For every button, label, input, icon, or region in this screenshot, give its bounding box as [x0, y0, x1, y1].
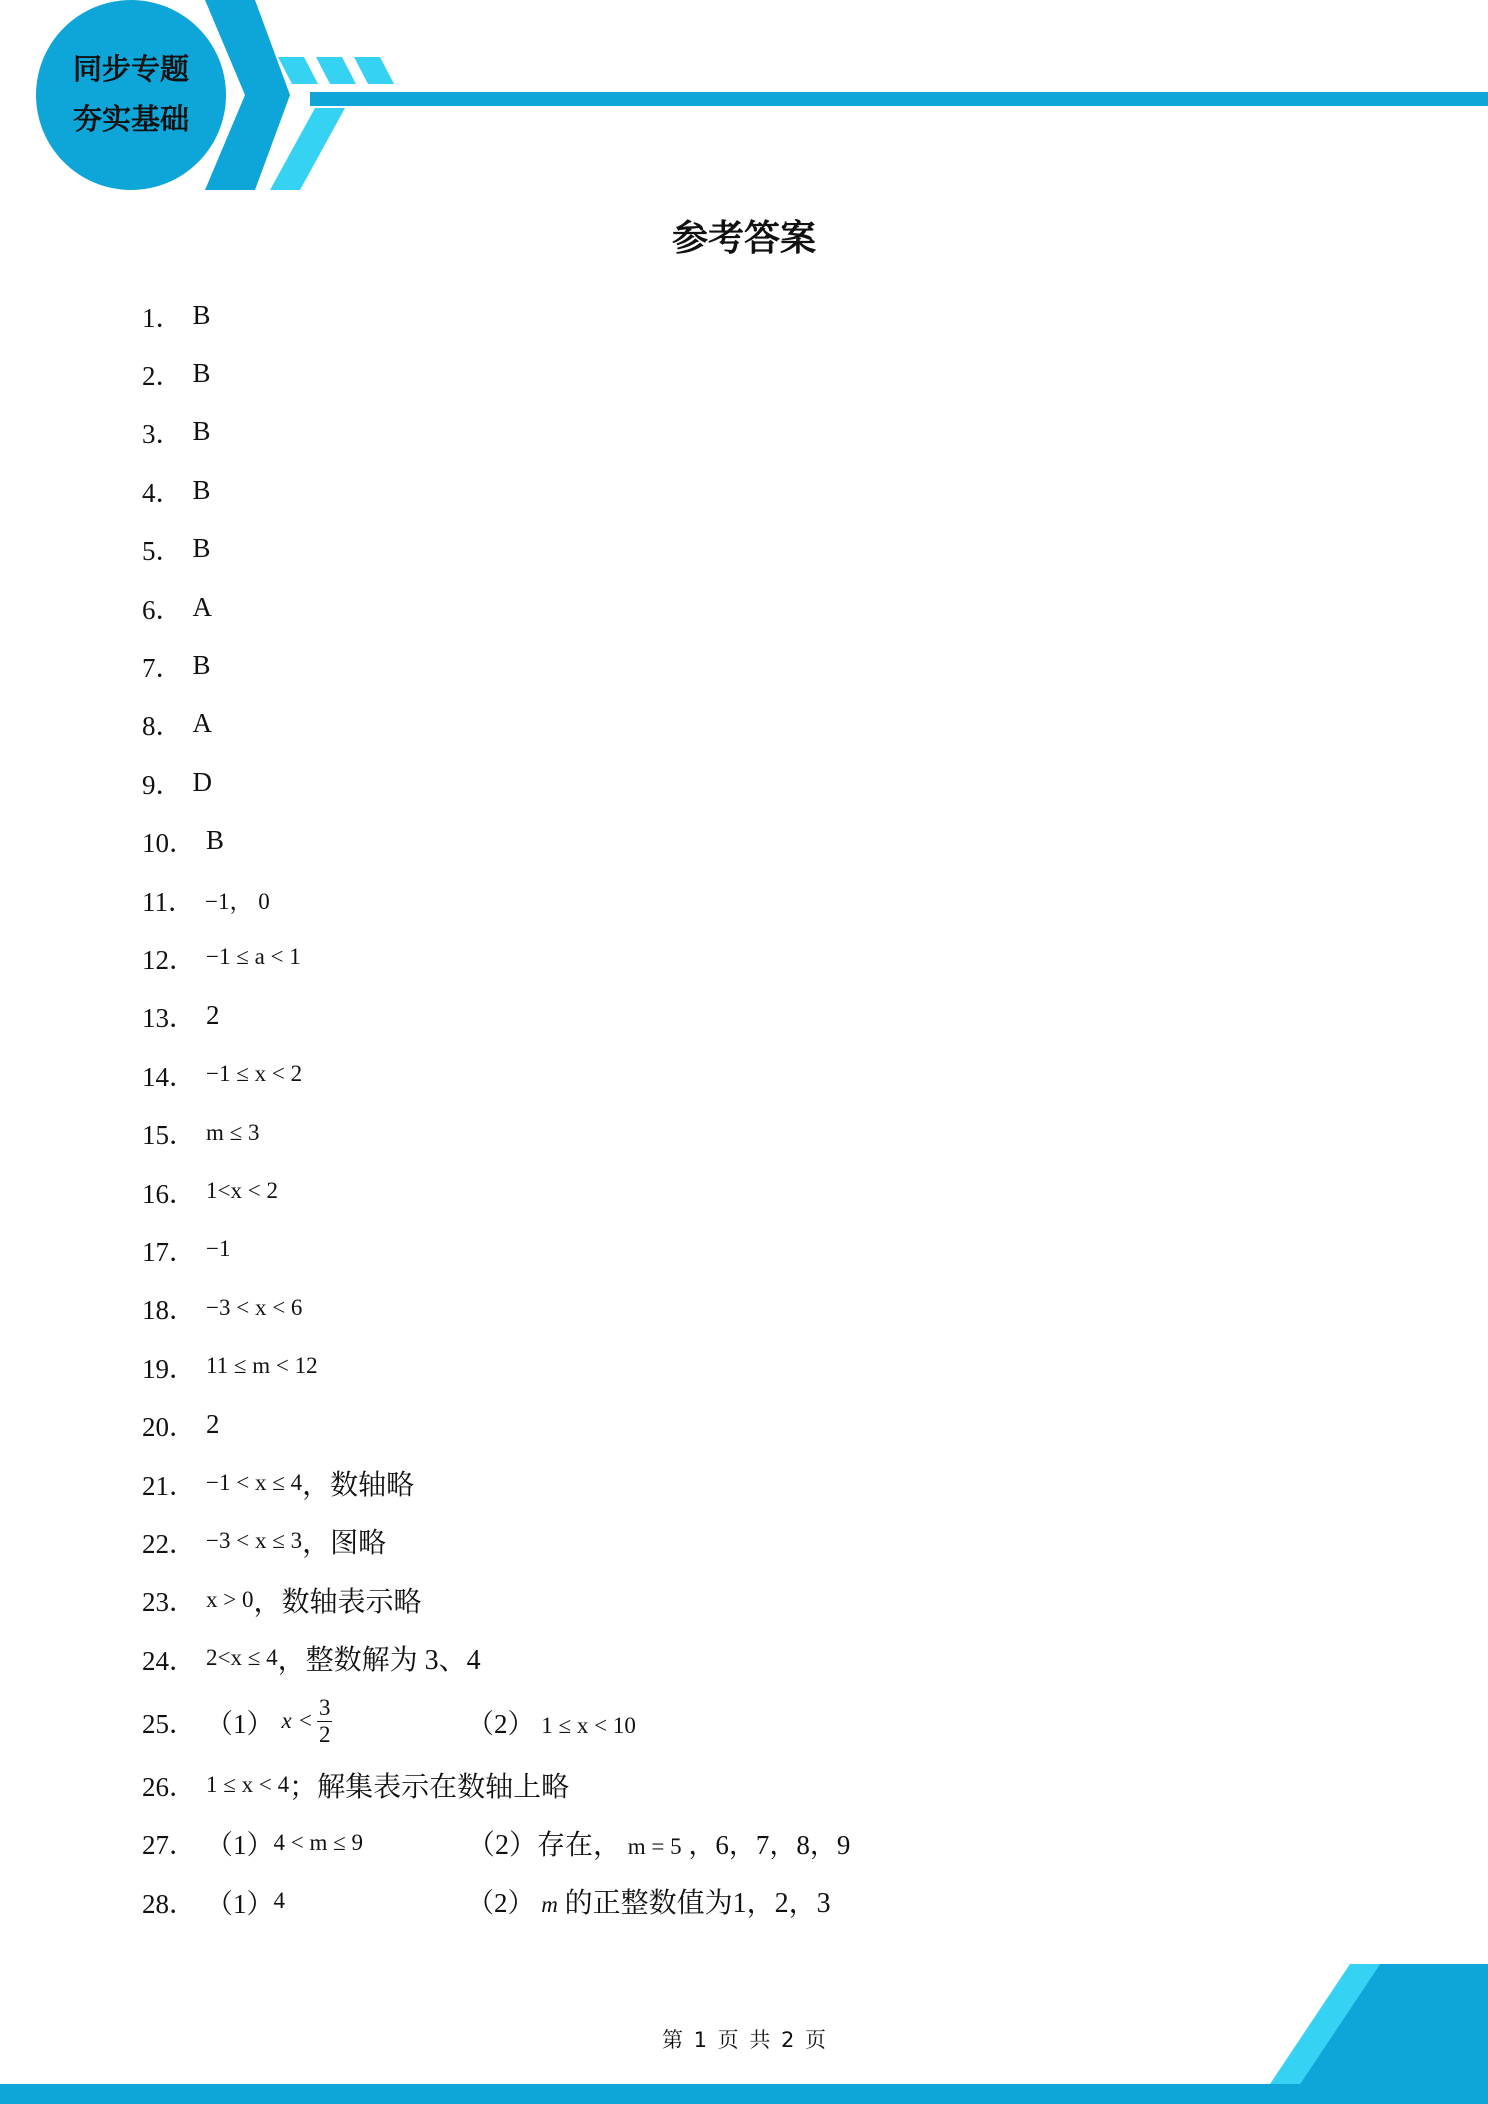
stripe-2 — [316, 57, 356, 84]
answer-number: 3． — [142, 419, 183, 450]
badge-text — [36, 44, 226, 144]
answer-row — [142, 987, 1342, 1045]
answer-number: 7． — [142, 653, 183, 684]
page-title: 参考答案 — [671, 218, 816, 259]
answer-math: −1 < x ≤ 4 — [206, 1470, 303, 1495]
answer-row — [142, 1162, 1342, 1220]
badge-line2: 夯实基础 — [72, 102, 189, 136]
answer-row-27 — [142, 1814, 1342, 1872]
stripe-3 — [354, 57, 394, 84]
q28-part2-rest: 的正整数值为1，2，3 — [564, 1888, 831, 1920]
answer-number: 2． — [142, 361, 183, 392]
answer-math: −1 ≤ a < 1 — [206, 944, 301, 970]
answer-row — [142, 636, 1342, 694]
answer-number: 24． — [142, 1645, 196, 1676]
q25-part1-math: x < — [281, 1708, 313, 1734]
page-footer: 第 1 页 共 2 页 — [661, 2028, 827, 2052]
answer-math: m ≤ 3 — [206, 1119, 260, 1145]
header-line — [310, 92, 1488, 106]
answer-list — [142, 286, 1342, 1931]
answer-row — [142, 1337, 1342, 1395]
answer-math: 11 ≤ m < 12 — [206, 1353, 318, 1379]
answer-row — [142, 928, 1342, 986]
q25-part2-label: （2） — [467, 1708, 535, 1739]
answer-math: −1， 0 — [205, 888, 270, 914]
answer-number: 21． — [142, 1470, 196, 1501]
q27-part2-math: m = 5 — [627, 1833, 682, 1859]
answer-number: 27． — [142, 1830, 196, 1861]
answer-number: 16． — [142, 1178, 196, 1209]
answer-row — [142, 1629, 1342, 1687]
q28-part2-math: m — [541, 1892, 558, 1918]
answer-text: ，图略 — [302, 1528, 387, 1560]
answer-number: 6． — [142, 594, 183, 625]
footer-line — [0, 2084, 1488, 2104]
answer-text: B — [206, 825, 225, 856]
footer-banner — [0, 1960, 1488, 2104]
q25-part1-label: （1） — [206, 1708, 274, 1739]
answer-row — [142, 1220, 1342, 1278]
answer-number: 13． — [142, 1003, 196, 1034]
answer-row — [142, 578, 1342, 636]
answer-row — [142, 403, 1342, 461]
answer-text: B — [192, 416, 211, 447]
q27-part2-rest: ，6，7，8，9 — [688, 1829, 851, 1860]
answer-text: D — [192, 766, 212, 797]
answer-row — [142, 1512, 1342, 1570]
answer-text: 2 — [206, 1000, 220, 1031]
answer-row — [142, 812, 1342, 870]
answer-number: 1． — [142, 302, 183, 333]
answer-row — [142, 1755, 1342, 1813]
answer-number: 12． — [142, 944, 196, 975]
badge-line1: 同步专题 — [72, 52, 189, 86]
answer-number: 22． — [142, 1528, 196, 1559]
q27-part2-label: （2）存在， — [467, 1829, 622, 1861]
fraction-numerator: 3 — [318, 1694, 331, 1720]
answer-number: 18． — [142, 1295, 196, 1326]
answer-row-25 — [142, 1687, 1342, 1755]
answer-number: 11． — [142, 886, 195, 917]
answer-number: 28． — [142, 1888, 196, 1919]
answer-math: −3 < x ≤ 3 — [206, 1528, 303, 1554]
answer-text: ，数轴略 — [302, 1470, 415, 1501]
answer-row-28 — [142, 1872, 1342, 1930]
answer-number: 17． — [142, 1236, 196, 1267]
chevron-highlight — [270, 108, 345, 190]
answer-math: −3 < x < 6 — [206, 1294, 303, 1320]
answer-text: B — [192, 533, 211, 564]
answer-number: 14． — [142, 1061, 196, 1092]
answer-row — [142, 461, 1342, 519]
answer-row — [142, 344, 1342, 402]
answer-row — [142, 1395, 1342, 1453]
fraction-denominator: 2 — [318, 1721, 331, 1747]
q28-part2-label: （2） — [467, 1888, 535, 1919]
answer-number: 15． — [142, 1120, 196, 1151]
answer-math: −1 — [206, 1236, 231, 1262]
answer-math: x > 0 — [206, 1586, 254, 1612]
q27-part2 — [467, 1823, 850, 1863]
answer-number: 5． — [142, 536, 183, 567]
answer-text: B — [192, 474, 211, 505]
answer-number: 8． — [142, 711, 183, 742]
answer-number: 23． — [142, 1587, 196, 1618]
answer-row — [142, 1279, 1342, 1337]
answer-number: 26． — [142, 1772, 196, 1803]
answer-number: 4． — [142, 477, 183, 508]
answer-text: A — [192, 708, 212, 739]
answer-row — [142, 1571, 1342, 1629]
q28-part1-math: 4 — [273, 1888, 285, 1914]
answer-math: 1<x < 2 — [206, 1178, 278, 1204]
answer-math: 2<x ≤ 4 — [206, 1645, 278, 1671]
q25-fraction — [317, 1695, 333, 1748]
answer-text: ，数轴表示略 — [253, 1586, 422, 1618]
q27-part1-math: 4 < m ≤ 9 — [273, 1829, 363, 1855]
answer-row — [142, 753, 1342, 811]
answer-row — [142, 870, 1342, 928]
answer-text: ，整数解为 3、4 — [277, 1645, 481, 1677]
q28-part1-label: （1） — [206, 1888, 274, 1919]
answer-number: 19． — [142, 1353, 196, 1384]
answer-row — [142, 1103, 1342, 1161]
answer-text: A — [192, 591, 212, 622]
answer-number: 9． — [142, 769, 183, 800]
q28-part2 — [467, 1881, 831, 1921]
answer-number: 10． — [142, 828, 196, 859]
answer-math: 1 ≤ x < 4 — [206, 1771, 290, 1797]
answer-row — [142, 520, 1342, 578]
answer-math: −1 ≤ x < 2 — [206, 1061, 303, 1087]
answer-text: B — [192, 650, 211, 681]
answer-number: 25． — [142, 1708, 196, 1739]
answer-text: B — [192, 299, 211, 330]
answer-row — [142, 1045, 1342, 1103]
q25-part2 — [467, 1702, 636, 1741]
answer-row — [142, 286, 1342, 344]
q27-part1-label: （1） — [206, 1830, 274, 1861]
answer-text: 2 — [206, 1409, 220, 1440]
answer-text: B — [192, 358, 211, 389]
answer-row — [142, 695, 1342, 753]
answer-row — [142, 1454, 1342, 1512]
answer-number: 20． — [142, 1412, 196, 1443]
answer-text: ；解集表示在数轴上略 — [289, 1771, 570, 1803]
q25-part2-math: 1 ≤ x < 10 — [541, 1712, 636, 1738]
